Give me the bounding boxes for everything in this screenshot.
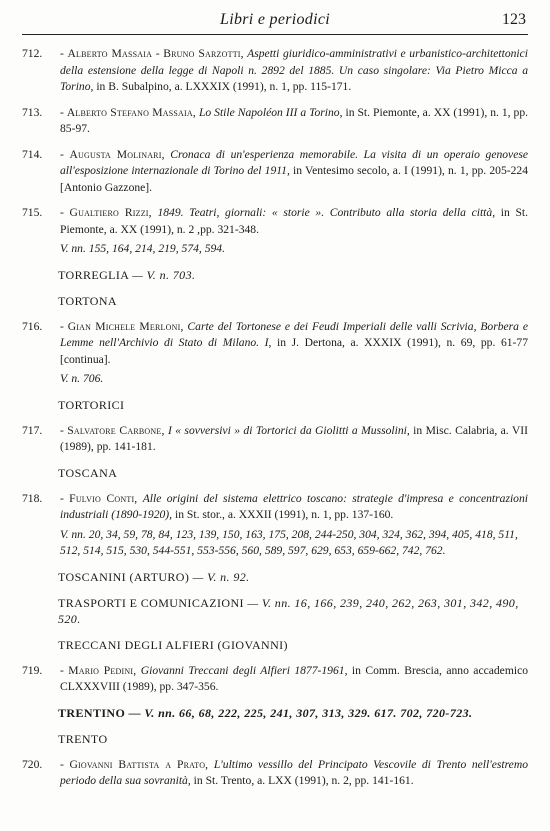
entry-citation: in Ventesimo secolo, a. I (1991), n. 1, pp. 205-224 [Antonio Gazzone]. — [60, 164, 529, 194]
entry-number: 712. — [22, 47, 43, 60]
entry-715 — [22, 205, 528, 258]
entry-author: Augusta Molinari, — [69, 147, 165, 161]
entry-number: 715. — [22, 206, 43, 219]
entry-citation: in St. Trento, a. LXX (1991), n. 2, pp. 141-161. — [193, 774, 414, 787]
heading-name: TORTONA — [58, 293, 117, 308]
entry-720 — [22, 757, 528, 790]
entry-citation: in Comm. Brescia, anno accademico CLXXXVIII (1989), pp. 347-356. — [60, 663, 529, 693]
entry-title: Alle origini del sistema elettrico toscano: strategie d'impresa e concentrazioni industriali (1890-1920), — [60, 491, 528, 521]
entry-cross-reference: V. nn. 155, 164, 214, 219, 574, 594. — [60, 242, 226, 255]
entry-author: Gualtiero Rizzi, — [69, 206, 152, 219]
entry-author: Bruno Sarzotti — [163, 47, 241, 60]
entry-cross-reference: V. n. 706. — [60, 372, 104, 385]
subject-heading-torreglia — [58, 267, 528, 283]
entry-title: Giovanni Treccani degli Alfieri 1877-1961, — [140, 663, 348, 677]
entry-number: 720. — [22, 757, 43, 771]
entry-title: Lo Stile Napoléon III a Torino, — [198, 105, 343, 119]
entry-author: Fulvio Conti, — [69, 491, 138, 505]
subject-heading-trentino — [58, 705, 528, 721]
entry-citation: in St. Piemonte, a. XX (1991), n. 2 ,pp. 321-348. — [60, 206, 529, 236]
entry-body: - Augusta Molinari, Cronaca di un'esperienza memorabile. La visita di un operaio genovese all'esposizione internazionale di Torino del 1911, in Ventesimo secolo, a. I (1991), n. 1, pp. 205-224 [Antonio Gazzone]. — [60, 147, 529, 194]
entry-author: Salvatore Carbone, — [67, 423, 165, 437]
subject-heading-trento — [58, 731, 528, 747]
subject-heading-trasporti — [58, 595, 528, 627]
entry-712 — [22, 46, 528, 96]
entry-body: - Fulvio Conti, Alle origini del sistema elettrico toscano: strategie d'impresa e concentrazioni industriali (1890-1920), in St. stor., a. XXXII (1991), n. 1, pp. 137-160. — [60, 491, 528, 521]
entry-citation: in B. Subalpino, a. LXXXIX (1991), n. 1, pp. 115-171. — [96, 80, 352, 93]
running-header — [22, 8, 528, 35]
entry-body: - Giovanni Battista a Prato, L'ultimo vessillo del Principato Vescovile di Trento nell'estremo periodo della sua sovranità, in St. Trento, a. LXX (1991), n. 2, pp. 141-161. — [60, 757, 528, 787]
heading-name: TRECCANI DEGLI ALFIERI (GIOVANNI) — [58, 637, 288, 652]
entry-body: - Salvatore Carbone, I « sovversivi » di Tortorici da Giolitti a Mussolini, in Misc. Calabria, a. VII (1989), pp. 141-181. — [60, 423, 528, 453]
entry-714 — [22, 147, 528, 197]
heading-name: TRENTO — [58, 731, 108, 746]
entry-title: L'ultimo vessillo del Principato Vescovile di Trento nell'estremo periodo della sua sovranità, — [60, 757, 528, 787]
entry-number: 714. — [22, 147, 43, 161]
heading-cross-reference: — V. nn. 66, 68, 222, 225, 241, 307, 313, 329. 617. 702, 720-723. — [128, 705, 473, 720]
heading-cross-reference: — V. n. 92. — [192, 569, 250, 584]
entry-author: Giovanni Battista a Prato, — [69, 757, 209, 771]
entry-body: - Mario Pedini, Giovanni Treccani degli Alfieri 1877-1961, in Comm. Brescia, anno accademico CLXXXVIII (1989), pp. 347-356. — [60, 663, 529, 693]
heading-name: TOSCANINI (ARTURO) — [58, 569, 190, 584]
entry-title: Carte del Tortonese e dei Feudi Imperiali delle valli Scrivia, Borbera e Lemme nell'Archivio di Stato di Milano. I, — [60, 319, 528, 349]
entry-body: - Gualtiero Rizzi, 1849. Teatri, giornali: « storie ». Contributo alla storia della città, in St. Piemonte, a. XX (1991), n. 2 ,pp. 321-348. — [60, 206, 529, 236]
entry-author: Gian Michele Merloni, — [67, 319, 184, 333]
running-title: Libri e periodici — [220, 11, 330, 28]
entry-title: Cronaca di un'esperienza memorabile. La visita di un operaio genovese all'esposizione internazionale di Torino del 1911, — [60, 147, 529, 177]
entry-number: 716. — [22, 319, 43, 333]
subject-heading-toscanini — [58, 569, 528, 585]
entry-body: - Alberto Stefano Massaia, Lo Stile Napoléon III a Torino, in St. Piemonte, a. XX (1991), n. 1, pp. 85-97. — [60, 105, 529, 135]
entry-citation: in Misc. Calabria, a. VII (1989), pp. 141-181. — [60, 423, 528, 453]
subject-heading-tortona — [58, 293, 528, 309]
entry-title: Aspetti giuridico-amministrativi e urbanistico-architettonici della estensione della legge di Napoli n. 2892 del 1885. Un caso singolare: Via Pietro Micca a Torino, — [60, 47, 528, 93]
entry-title: 1849. Teatri, giornali: « storie ». Contributo alla storia della città, — [157, 206, 496, 219]
entry-citation: in St. Piemonte, a. XX (1991), n. 1, pp. 85-97. — [60, 105, 529, 135]
subject-heading-tortorici — [58, 397, 528, 413]
entry-author: Alberto Stefano Massaia, — [66, 105, 196, 119]
bibliography-list — [22, 46, 528, 799]
entry-body: - Alberto Massaia - Bruno Sarzotti, Aspetti giuridico-amministrativi e urbanistico-architettonici della estensione della legge di Napoli n. 2892 del 1885. Un caso singolare: Via Pietro Micca a Torino, in B. Subalpino, a. LXXXIX (1991), n. 1, pp. 115-171. — [60, 47, 528, 93]
heading-cross-reference: — V. n. 703. — [132, 267, 196, 282]
heading-name: TRASPORTI E COMUNICAZIONI — [58, 595, 244, 610]
entry-number: 713. — [22, 105, 43, 119]
heading-name: TORTORICI — [58, 397, 125, 412]
entry-number: 719. — [22, 663, 43, 677]
heading-cross-reference: — V. nn. 16, 166, 239, 240, 262, 263, 301, 342, 490, 520. — [58, 595, 519, 626]
entry-number: 718. — [22, 491, 43, 505]
entry-body: - Gian Michele Merloni, Carte del Tortonese e dei Feudi Imperiali delle valli Scrivia, Borbera e Lemme nell'Archivio di Stato di Milano. I, in J. Dertona, a. XXXIX (1991), n. 69, pp. 61-77 [continua]. — [60, 319, 529, 366]
entry-author: Mario Pedini, — [68, 663, 137, 677]
entry-citation: in St. stor., a. XXXII (1991), n. 1, pp. 137-160. — [174, 508, 394, 521]
entry-716 — [22, 319, 528, 388]
page-number: 123 — [502, 11, 526, 28]
subject-heading-toscana — [58, 465, 528, 481]
entry-cross-reference: V. nn. 20, 34, 59, 78, 84, 123, 139, 150, 163, 175, 208, 244-250, 304, 324, 362, 394, 405, 418, 511, 512, 514, 515, 530, 544-551, 553-556, 560, 589, 597, 629, 653, 659-662, 742, 762. — [60, 527, 518, 557]
entry-author: Alberto Massaia — [67, 47, 153, 60]
entry-citation: in J. Dertona, a. XXXIX (1991), n. 69, pp. 61-77 [continua]. — [60, 336, 529, 366]
entry-713 — [22, 105, 528, 138]
subject-heading-treccani — [58, 637, 528, 653]
entry-718 — [22, 491, 528, 560]
heading-name: TOSCANA — [58, 465, 118, 480]
entry-title: I « sovversivi » di Tortorici da Giolitti a Mussolini, — [167, 423, 410, 437]
entry-719 — [22, 663, 528, 696]
heading-name: TRENTINO — [58, 705, 126, 720]
entry-717 — [22, 423, 528, 456]
heading-name: TORREGLIA — [58, 267, 129, 282]
entry-number: 717. — [22, 423, 43, 437]
